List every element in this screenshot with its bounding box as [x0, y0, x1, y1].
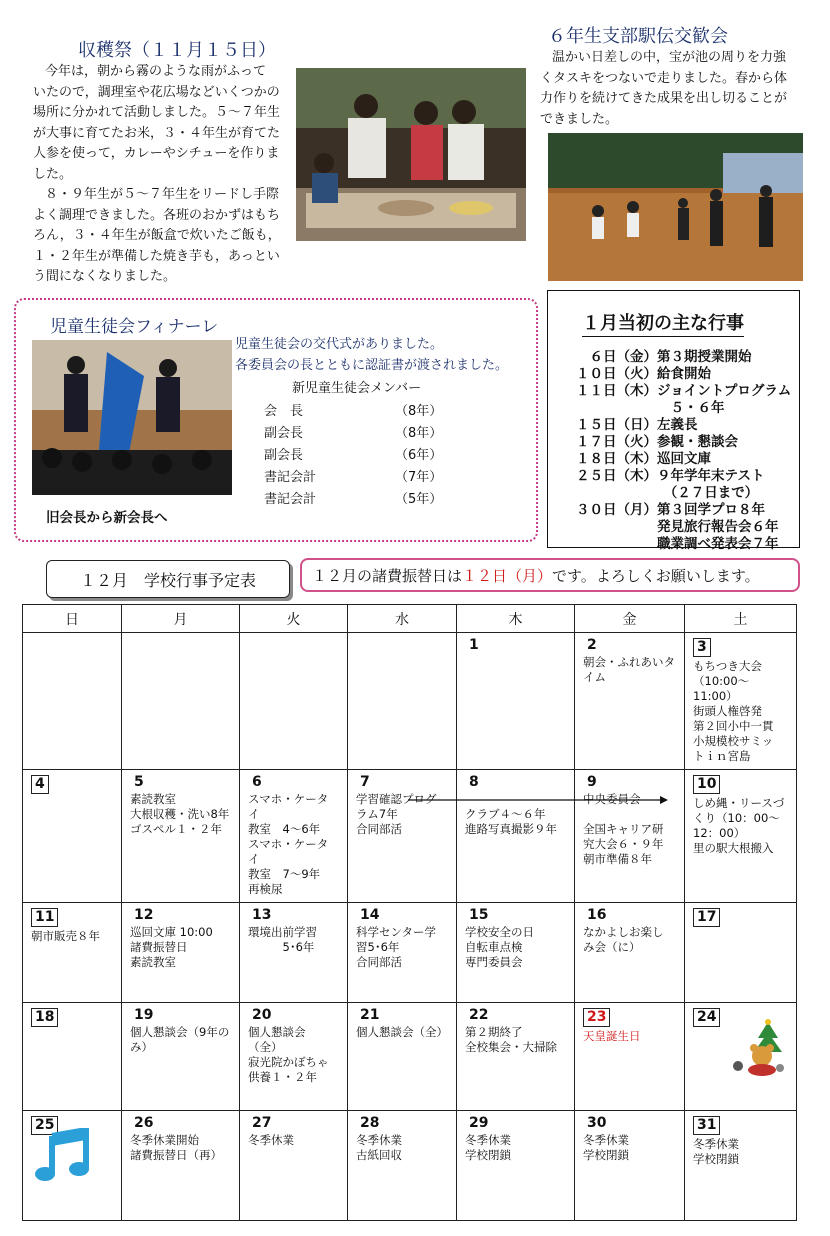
day-number: 24: [693, 1008, 720, 1027]
weekday-wed: 水: [348, 605, 457, 633]
music-note-icon: [34, 1128, 92, 1184]
january-event: １５日（日）左義長: [576, 417, 698, 433]
calendar-day-cell-fri: [575, 770, 685, 903]
harvest-line: よく調理できました。各班のおかずはもち: [33, 207, 281, 223]
notice-text: [312, 565, 760, 586]
calendar-week-row: [23, 1111, 797, 1221]
calendar-day-cell-tue: [240, 633, 348, 770]
day-number: 8: [469, 774, 479, 790]
ekiden-line: できました。: [540, 111, 619, 127]
ekiden-line: くタスキをつないで走りました。春から体: [540, 70, 788, 86]
member-grade: （8年）: [395, 404, 443, 419]
harvest-line: いたので，調理室や花広場などいくつかの: [33, 84, 280, 100]
day-number: 29: [469, 1115, 489, 1131]
calendar-day-cell-sat: [685, 770, 797, 903]
calendar-day-cell-tue: [240, 1111, 348, 1221]
calendar-week-row: [23, 903, 797, 1003]
calendar-day-cell-fri: [575, 903, 685, 1003]
calendar-day-cell-thu: [457, 1003, 575, 1111]
calendar-day-cell-thu: [457, 903, 575, 1003]
member-role: 副会長: [264, 448, 304, 463]
january-event: 発見旅行報告会６年: [576, 519, 779, 535]
day-number: 31: [693, 1116, 720, 1135]
calendar-day-cell-mon: [122, 1003, 240, 1111]
harvest-line: した。: [33, 166, 73, 182]
day-number: 4: [31, 775, 49, 794]
day-events: 巡回文庫 10:00 諸費振替日 素読教室: [130, 925, 213, 969]
calendar-day-cell-fri: [575, 1003, 685, 1111]
harvest-line: 今年は，朝から霧のような雨がふって: [45, 64, 267, 79]
january-event: １１日（木）ジョイントプログラム: [576, 383, 792, 399]
ekiden-line: 力作りを続けてきた成果を出し切ることが: [540, 91, 788, 106]
ekiden-photo: [548, 133, 803, 281]
day-number: 20: [252, 1007, 272, 1023]
day-events: 個人懇談会（全）: [356, 1025, 448, 1039]
january-title: １月当初の主な行事: [582, 309, 744, 337]
day-events: クラブ４～６年 進路写真撮影９年: [465, 807, 557, 836]
harvest-title: 収穫祭（１１月１５日）: [78, 40, 276, 61]
day-events: 天皇誕生日: [583, 1029, 641, 1043]
harvest-line: 場所に分かれて活動しました。５～７年生: [33, 105, 281, 120]
member-grade: （6年）: [395, 448, 443, 463]
day-number: 22: [469, 1007, 489, 1023]
council-members-title: 新児童生徒会メンバー: [292, 381, 422, 396]
january-event: ６日（金）第３期授業開始: [576, 349, 752, 365]
calendar-day-cell-sat: [685, 903, 797, 1003]
member-grade: （5年）: [395, 492, 443, 507]
day-events: 冬季休業 古紙回収: [356, 1133, 402, 1162]
january-event: ３０日（月）第３回学プロ８年: [576, 502, 765, 518]
calendar-day-cell-wed: [348, 770, 457, 903]
calendar-day-cell-thu: [457, 633, 575, 770]
day-events: 朝市販売８年: [31, 929, 100, 943]
day-number: 18: [31, 1008, 58, 1027]
day-events: 中央委員会 全国キャリア研 究大会６・９年 朝市準備８年: [583, 792, 664, 866]
weekday-sat: 土: [685, 605, 797, 633]
day-events: 個人懇談会（全） 寂光院かぼちゃ 供養１・２年: [248, 1025, 329, 1084]
member-grade: （7年）: [395, 470, 443, 485]
christmas-bear-icon: [728, 1018, 790, 1076]
day-number: 21: [360, 1007, 380, 1023]
ekiden-body: [540, 48, 812, 130]
calendar-day-cell-sun: [23, 1003, 122, 1111]
member-role: 書記会計: [264, 470, 317, 485]
day-number: 5: [134, 774, 144, 790]
calendar-table: [22, 604, 797, 1221]
notice-prefix: １２月の諸費振替日は: [312, 567, 463, 585]
member-grade: （8年）: [395, 426, 443, 441]
member-role: 副会長: [264, 426, 304, 441]
schedule-title: １２月 学校行事予定表: [80, 571, 257, 590]
day-events: もちつき大会 （10:00～11:00） 街頭人権啓発 第２回小中一貫 小規模校サミッ トｉｎ宮島: [693, 659, 774, 763]
day-events: 学校安全の日 自転車点検 専門委員会: [465, 925, 534, 969]
day-events: 個人懇談会（9年の み）: [130, 1025, 230, 1054]
january-event: ２５日（木）９年学年末テスト: [576, 468, 765, 484]
harvest-line: 人参を使って，カレーやシチューを作りま: [33, 146, 280, 161]
day-number: 12: [134, 907, 154, 923]
day-events: なかよしお楽し み会（に）: [583, 925, 664, 954]
day-events: 科学センター学 習5･6年 合同部活: [356, 925, 437, 969]
weekday-sun: 日: [23, 605, 122, 633]
council-photo: [32, 340, 232, 495]
weekday-tue: 火: [240, 605, 348, 633]
calendar-day-cell-tue: [240, 770, 348, 903]
day-number: 13: [252, 907, 272, 923]
january-event: ５・６年: [576, 400, 725, 416]
day-events: 冬季休業 学校閉鎖: [465, 1133, 511, 1162]
calendar-day-cell-sun: [23, 903, 122, 1003]
calendar-day-cell-wed: [348, 1111, 457, 1221]
notice-suffix: です。よろしくお願いします。: [552, 567, 760, 585]
council-title: 児童生徒会フィナーレ: [50, 317, 219, 337]
council-caption: 旧会長から新会長へ: [46, 510, 168, 526]
calendar-day-cell-sun: [23, 770, 122, 903]
january-event: 職業調べ発表会７年: [576, 536, 779, 552]
january-event: １８日（木）巡回文庫: [576, 451, 711, 467]
council-line1: 児童生徒会の交代式がありました。: [235, 337, 444, 352]
calendar-day-cell-mon: [122, 770, 240, 903]
day-events: 冬季休業 学校閉鎖: [693, 1137, 739, 1166]
day-events: 朝会・ふれあいタ イム: [583, 655, 675, 684]
day-events: しめ縄・リースづ くり（10：00～ 12：00） 里の駅大根搬入: [693, 796, 785, 855]
day-events: 環境出前学習 5･6年: [248, 925, 317, 954]
day-number: 17: [693, 908, 720, 927]
harvest-line: う間になくなりました。: [33, 269, 177, 284]
day-number: 28: [360, 1115, 380, 1131]
day-number: 11: [31, 908, 58, 927]
day-events: 冬季休業 学校閉鎖: [583, 1133, 629, 1162]
calendar-day-cell-wed: [348, 633, 457, 770]
calendar-day-cell-tue: [240, 1003, 348, 1111]
calendar-day-cell-fri: [575, 1111, 685, 1221]
harvest-line: １・２年生が準備した焼き芋も，あっとい: [33, 248, 280, 264]
day-number: 26: [134, 1115, 154, 1131]
day-number: 10: [693, 775, 720, 794]
day-events: 素読教室 大根収穫・洗い8年 ゴスペル１・２年: [130, 792, 230, 836]
calendar-day-cell-sun: [23, 633, 122, 770]
day-events: 学習確認プログ ラム7年 合同部活: [356, 792, 437, 836]
weekday-row: [23, 605, 797, 633]
day-events: 冬季休業: [248, 1133, 294, 1147]
day-number: 30: [587, 1115, 607, 1131]
day-number: 15: [469, 907, 489, 923]
calendar-day-cell-mon: [122, 633, 240, 770]
harvest-body: [33, 62, 295, 288]
calendar-day-cell-wed: [348, 903, 457, 1003]
weekday-mon: 月: [122, 605, 240, 633]
calendar-day-cell-mon: [122, 903, 240, 1003]
calendar-day-cell-thu: [457, 770, 575, 903]
calendar-day-cell-tue: [240, 903, 348, 1003]
harvest-line: ８・９年生が５～７年生をリードし手際: [45, 187, 280, 202]
day-number: 14: [360, 907, 380, 923]
weekday-fri: 金: [575, 605, 685, 633]
day-number: 3: [693, 638, 711, 657]
january-event: １７日（火）参観・懇談会: [576, 434, 738, 450]
january-event: １０日（火）給食開始: [576, 366, 711, 382]
member-role: 会 長: [264, 404, 304, 419]
harvest-photo: [296, 68, 526, 241]
day-events: スマホ・ケータイ 教室 4～6年 スマホ・ケータイ 教室 7～9年 再検尿: [248, 792, 329, 896]
day-events: 冬季休業開始 諸費振替日（再）: [130, 1133, 222, 1162]
notice-date: １２日（月）: [462, 567, 553, 585]
calendar-day-cell-sat: [685, 633, 797, 770]
ekiden-title: ６年生支部駅伝交歓会: [548, 26, 728, 47]
day-number: 23: [583, 1008, 610, 1027]
calendar-day-cell-fri: [575, 633, 685, 770]
arrow-7-9: [408, 794, 668, 804]
day-number: 25: [31, 1116, 58, 1135]
council-line2: 各委員会の長とともに認証書が渡されました。: [235, 358, 509, 373]
member-role: 書記会計: [264, 492, 317, 507]
calendar-week-row: [23, 1003, 797, 1111]
day-number: 19: [134, 1007, 154, 1023]
day-number: 2: [587, 637, 597, 653]
day-number: 7: [360, 774, 370, 790]
calendar-day-cell-mon: [122, 1111, 240, 1221]
calendar-week-row: [23, 770, 797, 903]
day-events: 第２期終了 全校集会・大掃除: [465, 1025, 557, 1054]
day-number: 16: [587, 907, 607, 923]
day-number: 6: [252, 774, 262, 790]
harvest-line: ろん，３・４年生が飯盒で炊いたご飯も，: [33, 228, 281, 243]
january-event: （２７日まで）: [576, 485, 759, 501]
calendar-day-cell-sat: [685, 1111, 797, 1221]
calendar-day-cell-wed: [348, 1003, 457, 1111]
harvest-line: が大事に育てたお米，３・４年生が育てた: [33, 125, 281, 141]
weekday-thu: 木: [457, 605, 575, 633]
day-number: 1: [469, 637, 479, 653]
day-number: 27: [252, 1115, 272, 1131]
calendar-day-cell-thu: [457, 1111, 575, 1221]
calendar-week-row: [23, 633, 797, 770]
day-number: 9: [587, 774, 597, 790]
ekiden-line: 温かい日差しの中，宝が池の周りを力強: [552, 50, 787, 65]
